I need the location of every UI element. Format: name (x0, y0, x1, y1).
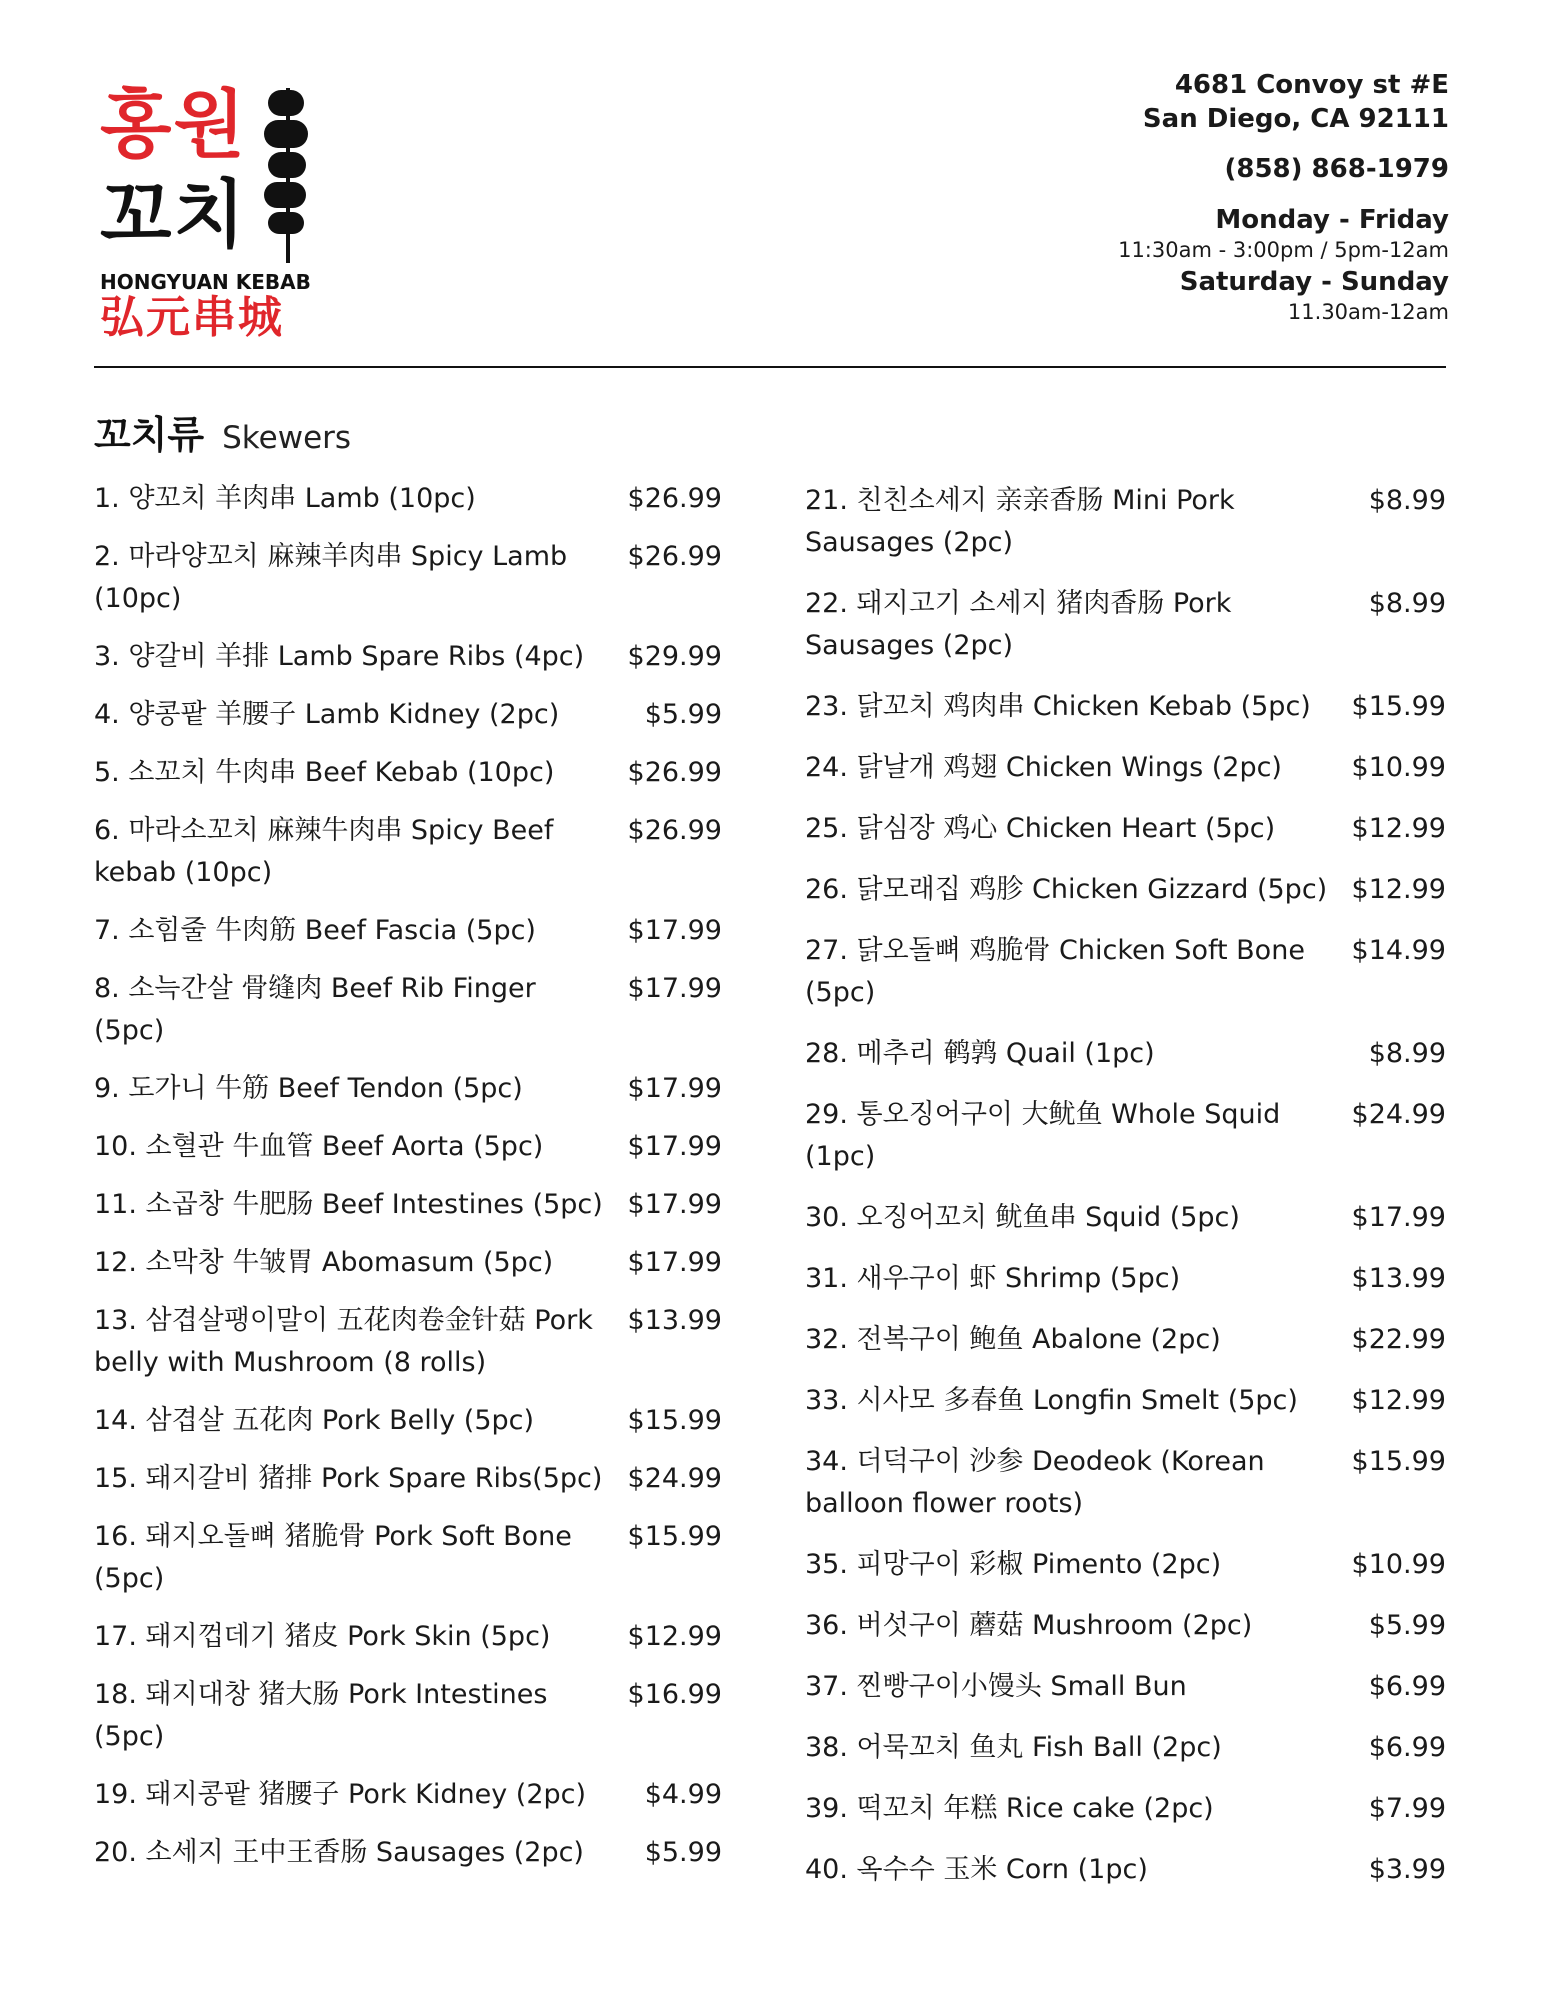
menu-item (805, 1544, 1446, 1586)
menu-item-price: $26.99 (627, 483, 722, 514)
menu-item-name: 24. 닭날개 鸡翅 Chicken Wings (2pc) (805, 752, 1282, 783)
menu-item-price: $6.99 (1368, 1732, 1446, 1763)
menu-item (94, 810, 722, 894)
menu-item-name: 14. 삼겹살 五花肉 Pork Belly (5pc) (94, 1405, 535, 1436)
menu-item (805, 1380, 1446, 1422)
menu-item-name: 31. 새우구이 虾 Shrimp (5pc) (805, 1263, 1181, 1294)
menu-item (805, 686, 1446, 728)
menu-item-price: $12.99 (1351, 1385, 1446, 1416)
menu-item-price: $5.99 (644, 1837, 722, 1868)
weekday-label: Monday - Friday (1215, 205, 1449, 235)
menu-item-price: $8.99 (1368, 1038, 1446, 1069)
menu-item (94, 752, 722, 794)
menu-item-name: 17. 돼지껍데기 猪皮 Pork Skin (5pc) (94, 1621, 551, 1652)
menu-item-name: 28. 메추리 鹌鹑 Quail (1pc) (805, 1038, 1155, 1069)
menu-item-name: 9. 도가니 牛筋 Beef Tendon (5pc) (94, 1073, 523, 1104)
menu-item-price: $22.99 (1351, 1324, 1446, 1355)
menu-item (94, 694, 722, 736)
weekend-label: Saturday - Sunday (1179, 267, 1449, 297)
menu-item-price: $10.99 (1351, 1549, 1446, 1580)
menu-item-name: 15. 돼지갈비 猪排 Pork Spare Ribs(5pc) (94, 1463, 603, 1494)
menu-item (805, 1033, 1446, 1075)
menu-item-price: $24.99 (627, 1463, 722, 1494)
menu-item-name: 34. 더덕구이 沙参 Deodeok (Korean balloon flower roots) (805, 1446, 1265, 1519)
menu-item-name: 26. 닭모래집 鸡胗 Chicken Gizzard (5pc) (805, 874, 1328, 905)
menu-item-price: $15.99 (1351, 1446, 1446, 1477)
menu-item-price: $17.99 (627, 1073, 722, 1104)
menu-item-name: 2. 마라양꼬치 麻辣羊肉串 Spicy Lamb (10pc) (94, 541, 568, 614)
menu-item-name: 23. 닭꼬치 鸡肉串 Chicken Kebab (5pc) (805, 691, 1311, 722)
menu-item (805, 930, 1446, 1014)
menu-item-name: 11. 소곱창 牛肥肠 Beef Intestines (5pc) (94, 1189, 603, 1220)
menu-item-name: 37. 찐빵구이小馒头 Small Bun (805, 1671, 1187, 1702)
menu-item-name: 25. 닭심장 鸡心 Chicken Heart (5pc) (805, 813, 1276, 844)
weekday-hours: 11:30am - 3:00pm / 5pm-12am (1118, 238, 1449, 262)
menu-item-name: 40. 옥수수 玉米 Corn (1pc) (805, 1854, 1148, 1885)
menu-item-name: 21. 친친소세지 亲亲香肠 Mini Pork Sausages (2pc) (805, 485, 1235, 558)
logo-korean-line2: 꼬치 (100, 172, 247, 258)
menu-item-price: $26.99 (627, 541, 722, 572)
menu-item (94, 1674, 722, 1758)
menu-item-name: 27. 닭오돌뼈 鸡脆骨 Chicken Soft Bone (5pc) (805, 935, 1305, 1008)
brand-logo (100, 82, 330, 348)
skewer-icon (258, 88, 318, 263)
menu-item-price: $4.99 (644, 1779, 722, 1810)
menu-item-price: $24.99 (1351, 1099, 1446, 1130)
menu-item-name: 7. 소힘줄 牛肉筋 Beef Fascia (5pc) (94, 915, 536, 946)
menu-item-price: $3.99 (1368, 1854, 1446, 1885)
menu-item-name: 13. 삼겹살팽이말이 五花肉卷金针菇 Pork belly with Mushroom (8 rolls) (94, 1305, 593, 1378)
contact-info (1118, 68, 1449, 326)
menu-item-price: $8.99 (1368, 485, 1446, 516)
menu-item (805, 1258, 1446, 1300)
menu-item-price: $5.99 (644, 699, 722, 730)
menu-item-name: 30. 오징어꼬치 鱿鱼串 Squid (5pc) (805, 1202, 1240, 1233)
menu-item (94, 1242, 722, 1284)
menu-item (94, 536, 722, 620)
menu-item-price: $12.99 (1351, 813, 1446, 844)
menu-item-price: $29.99 (627, 641, 722, 672)
menu-item-name: 12. 소막창 牛皱胃 Abomasum (5pc) (94, 1247, 554, 1278)
logo-chinese-name: 弘元串城 (100, 292, 284, 343)
menu-item (94, 636, 722, 678)
menu-item-name: 39. 떡꼬치 年糕 Rice cake (2pc) (805, 1793, 1214, 1824)
menu-item-name: 36. 버섯구이 蘑菇 Mushroom (2pc) (805, 1610, 1253, 1641)
menu-item (94, 1068, 722, 1110)
menu-item (805, 747, 1446, 789)
section-title-korean: 꼬치류 (94, 413, 205, 457)
menu-item (94, 1832, 722, 1874)
menu-item-name: 35. 피망구이 彩椒 Pimento (2pc) (805, 1549, 1222, 1580)
menu-item-name: 38. 어묵꼬치 鱼丸 Fish Ball (2pc) (805, 1732, 1222, 1763)
menu-item (94, 1458, 722, 1500)
menu-item (94, 1126, 722, 1168)
header-divider (94, 366, 1446, 368)
phone-number: (858) 868-1979 (1224, 154, 1449, 184)
menu-item-price: $17.99 (627, 915, 722, 946)
menu-item-price: $26.99 (627, 815, 722, 846)
menu-item (805, 1197, 1446, 1239)
address-line2: San Diego, CA 92111 (1142, 104, 1449, 134)
menu-item (94, 1516, 722, 1600)
menu-item-name: 33. 시사모 多春鱼 Longfin Smelt (5pc) (805, 1385, 1298, 1416)
menu-item-name: 1. 양꼬치 羊肉串 Lamb (10pc) (94, 483, 476, 514)
menu-item (94, 1774, 722, 1816)
menu-item (94, 1616, 722, 1658)
menu-item (805, 869, 1446, 911)
menu-item-name: 29. 통오징어구이 大鱿鱼 Whole Squid (1pc) (805, 1099, 1281, 1172)
menu-item-price: $17.99 (627, 973, 722, 1004)
menu-item-name: 32. 전복구이 鲍鱼 Abalone (2pc) (805, 1324, 1221, 1355)
menu-item-price: $12.99 (627, 1621, 722, 1652)
section-title (94, 404, 351, 459)
menu-item-price: $26.99 (627, 757, 722, 788)
menu-item (805, 1849, 1446, 1891)
menu-item-price: $17.99 (1351, 1202, 1446, 1233)
menu-item-name: 18. 돼지대창 猪大肠 Pork Intestines (5pc) (94, 1679, 548, 1752)
menu-item-name: 6. 마라소꼬치 麻辣牛肉串 Spicy Beef kebab (10pc) (94, 815, 554, 888)
menu-item-name: 20. 소세지 王中王香肠 Sausages (2pc) (94, 1837, 584, 1868)
menu-item-name: 10. 소혈관 牛血管 Beef Aorta (5pc) (94, 1131, 544, 1162)
menu-item (94, 1400, 722, 1442)
menu-item (805, 1788, 1446, 1830)
menu-item-price: $13.99 (627, 1305, 722, 1336)
logo-korean-line1: 홍원 (100, 82, 247, 168)
menu-item-price: $7.99 (1368, 1793, 1446, 1824)
menu-item (94, 478, 722, 520)
menu-item (94, 968, 722, 1052)
menu-item (805, 1094, 1446, 1178)
menu-item-price: $5.99 (1368, 1610, 1446, 1641)
menu-item-price: $15.99 (1351, 691, 1446, 722)
logo-english-name: HONGYUAN KEBAB (100, 270, 311, 294)
menu-item-price: $14.99 (1351, 935, 1446, 966)
menu-item-name: 16. 돼지오돌뼈 猪脆骨 Pork Soft Bone (5pc) (94, 1521, 572, 1594)
menu-item-name: 8. 소늑간살 骨缝肉 Beef Rib Finger (5pc) (94, 973, 536, 1046)
menu-item-price: $13.99 (1351, 1263, 1446, 1294)
menu-item-name: 5. 소꼬치 牛肉串 Beef Kebab (10pc) (94, 757, 555, 788)
menu-item-price: $10.99 (1351, 752, 1446, 783)
menu-item (805, 583, 1446, 667)
menu-item (805, 480, 1446, 564)
menu-column-right (805, 480, 1446, 1910)
address-line1: 4681 Convoy st #E (1174, 70, 1449, 100)
menu-item-price: $17.99 (627, 1131, 722, 1162)
menu-item-name: 3. 양갈비 羊排 Lamb Spare Ribs (4pc) (94, 641, 585, 672)
menu-column-left (94, 478, 722, 1890)
menu-item-name: 19. 돼지콩팥 猪腰子 Pork Kidney (2pc) (94, 1779, 587, 1810)
menu-item (805, 1727, 1446, 1769)
menu-item (94, 1300, 722, 1384)
menu-item-price: $17.99 (627, 1247, 722, 1278)
menu-item-name: 22. 돼지고기 소세지 猪肉香肠 Pork Sausages (2pc) (805, 588, 1232, 661)
menu-item-price: $15.99 (627, 1405, 722, 1436)
menu-item (805, 1441, 1446, 1525)
menu-item (805, 1319, 1446, 1361)
menu-item-price: $16.99 (627, 1679, 722, 1710)
section-title-english: Skewers (222, 420, 352, 456)
menu-item-price: $8.99 (1368, 588, 1446, 619)
menu-item (805, 808, 1446, 850)
menu-item (94, 910, 722, 952)
menu-item (805, 1666, 1446, 1708)
weekend-hours: 11.30am-12am (1287, 300, 1449, 324)
menu-item-price: $12.99 (1351, 874, 1446, 905)
menu-item (94, 1184, 722, 1226)
menu-item-price: $17.99 (627, 1189, 722, 1220)
menu-item-name: 4. 양콩팥 羊腰子 Lamb Kidney (2pc) (94, 699, 560, 730)
menu-item (805, 1605, 1446, 1647)
menu-item-price: $6.99 (1368, 1671, 1446, 1702)
menu-item-price: $15.99 (627, 1521, 722, 1552)
